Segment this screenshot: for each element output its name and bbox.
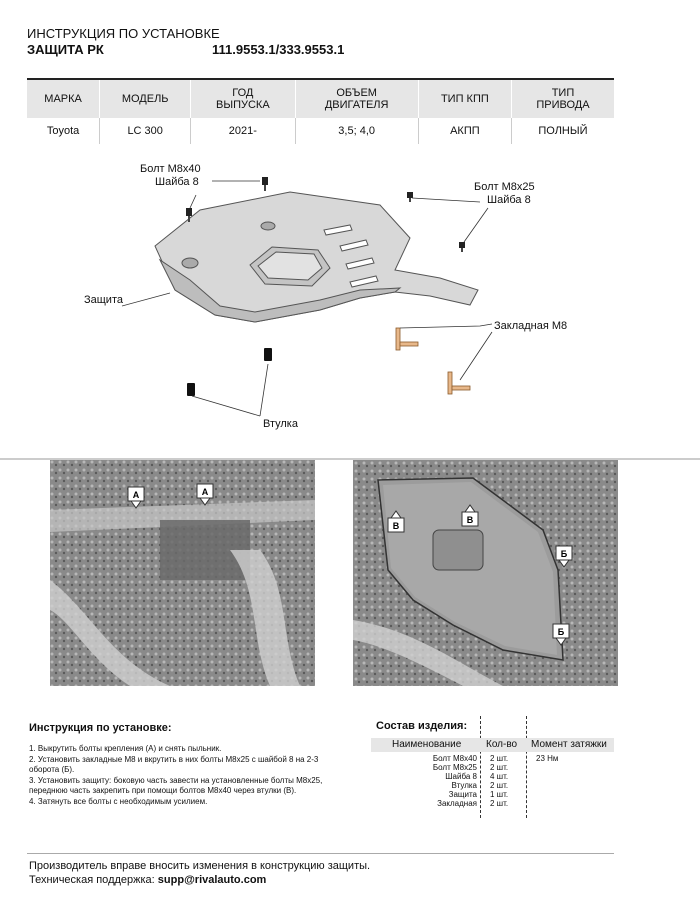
spec-header-gearbox: ТИП КПП: [418, 80, 511, 118]
spec-table: [27, 80, 614, 144]
svg-text:В: В: [392, 521, 400, 531]
composition-header-torque: Момент затяжки: [531, 739, 607, 750]
bolt-m8x25-top-icon: [407, 192, 413, 202]
composition-header-qty: Кол-во: [486, 739, 518, 750]
composition-header-name: Наименование: [392, 739, 462, 750]
spec-header-year: ГОД ВЫПУСКА: [191, 80, 295, 118]
support-email-link[interactable]: supp@rivalauto.com: [157, 874, 267, 886]
part-numbers: 111.9553.1/333.9553.1: [212, 42, 345, 57]
composition-divider: [480, 716, 481, 818]
support-label: Техническая поддержка:: [29, 874, 155, 886]
label-bolt-m8x40: Болт М8х40: [140, 163, 201, 175]
svg-text:В: В: [466, 515, 474, 525]
spec-header-model: МОДЕЛЬ: [100, 80, 191, 118]
photo-before-install: [50, 460, 315, 686]
footer-support: [29, 874, 266, 886]
label-guard: Защита: [84, 294, 123, 306]
spec-value-engine: 3,5; 4,0: [295, 118, 418, 144]
spec-header-make: МАРКА: [27, 80, 100, 118]
label-washer-8-right: Шайба 8: [487, 194, 531, 206]
label-bolt-m8x25: Болт М8х25: [474, 181, 535, 193]
bolt-m8x40-top-icon: [262, 177, 268, 191]
insert-m8-upper-icon: [396, 328, 418, 350]
bolt-m8x25-right-icon: [459, 242, 465, 252]
composition-title: Состав изделия:: [376, 720, 468, 732]
svg-text:А: А: [132, 490, 140, 500]
instruction-step: оборота (Б).: [29, 765, 75, 774]
document-title: ИНСТРУКЦИЯ ПО УСТАНОВКЕ: [27, 26, 220, 41]
bushing-lower-icon: [187, 383, 195, 396]
footer-divider: [27, 853, 614, 854]
bushing-upper-icon: [264, 348, 272, 361]
composition-header: [371, 738, 614, 752]
spec-header-drive: ТИП ПРИВОДА: [511, 80, 614, 118]
guard-plate-drawing: [155, 192, 478, 322]
composition-row-qty: 2 шт.: [490, 781, 509, 790]
insert-m8-lower-icon: [448, 372, 470, 394]
spec-table-values-row: [27, 118, 614, 144]
composition-divider: [526, 716, 527, 818]
spec-value-year: 2021-: [191, 118, 295, 144]
spec-header-engine: ОБЪЕМ ДВИГАТЕЛЯ: [295, 80, 418, 118]
spec-value-gearbox: АКПП: [418, 118, 511, 144]
composition-row-qty: 2 шт.: [490, 763, 509, 772]
label-washer-8-left: Шайба 8: [155, 176, 199, 188]
instruction-step: 2. Установить закладные М8 и вкрутить в них болты М8х25 с шайбой 8 на 2-3: [29, 754, 319, 764]
composition-row-torque: 23 Нм: [536, 754, 559, 763]
composition-row-name: Болт М8х40: [432, 754, 477, 763]
composition-row-qty: 1 шт.: [490, 790, 509, 799]
svg-text:А: А: [201, 487, 209, 497]
composition-row-name: Болт М8х25: [432, 763, 477, 772]
spec-table-header-row: [27, 80, 614, 118]
spec-value-make: Toyota: [27, 118, 100, 144]
instructions-title: Инструкция по установке:: [29, 722, 172, 734]
svg-text:Б: Б: [557, 627, 565, 637]
svg-text:Б: Б: [560, 549, 568, 559]
spec-value-model: LC 300: [100, 118, 191, 144]
composition-row-name: Защита: [448, 790, 477, 799]
composition-row-name: Шайба 8: [445, 772, 477, 781]
spec-value-drive: ПОЛНЫЙ: [538, 125, 588, 137]
instruction-step: 1. Выкрутить болты крепления (А) и снять пыльник.: [29, 744, 222, 753]
product-name: ЗАЩИТА РК: [27, 42, 104, 57]
composition-row-qty: 2 шт.: [490, 799, 509, 808]
composition-row-name: Втулка: [451, 781, 477, 790]
footer-notice: Производитель вправе вносить изменения в конструкцию защиты.: [29, 860, 371, 872]
label-insert-m8: Закладная М8: [494, 320, 568, 332]
composition-row-qty: 2 шт.: [490, 754, 509, 763]
composition-row-name: Закладная: [437, 799, 477, 808]
instruction-step: 4. Затянуть все болты с необходимым усилием.: [29, 796, 208, 806]
instruction-step: 3. Установить защиту: боковую часть завести на установленные болты М8х25,: [29, 775, 323, 785]
instructions-steps: [29, 744, 359, 807]
composition-row-qty: 4 шт.: [490, 772, 509, 781]
label-bushing: Втулка: [263, 418, 298, 430]
instruction-step: переднюю часть закрепить при помощи болтов М8х40 через втулки (В).: [29, 786, 297, 795]
photo-after-install: [353, 460, 618, 686]
